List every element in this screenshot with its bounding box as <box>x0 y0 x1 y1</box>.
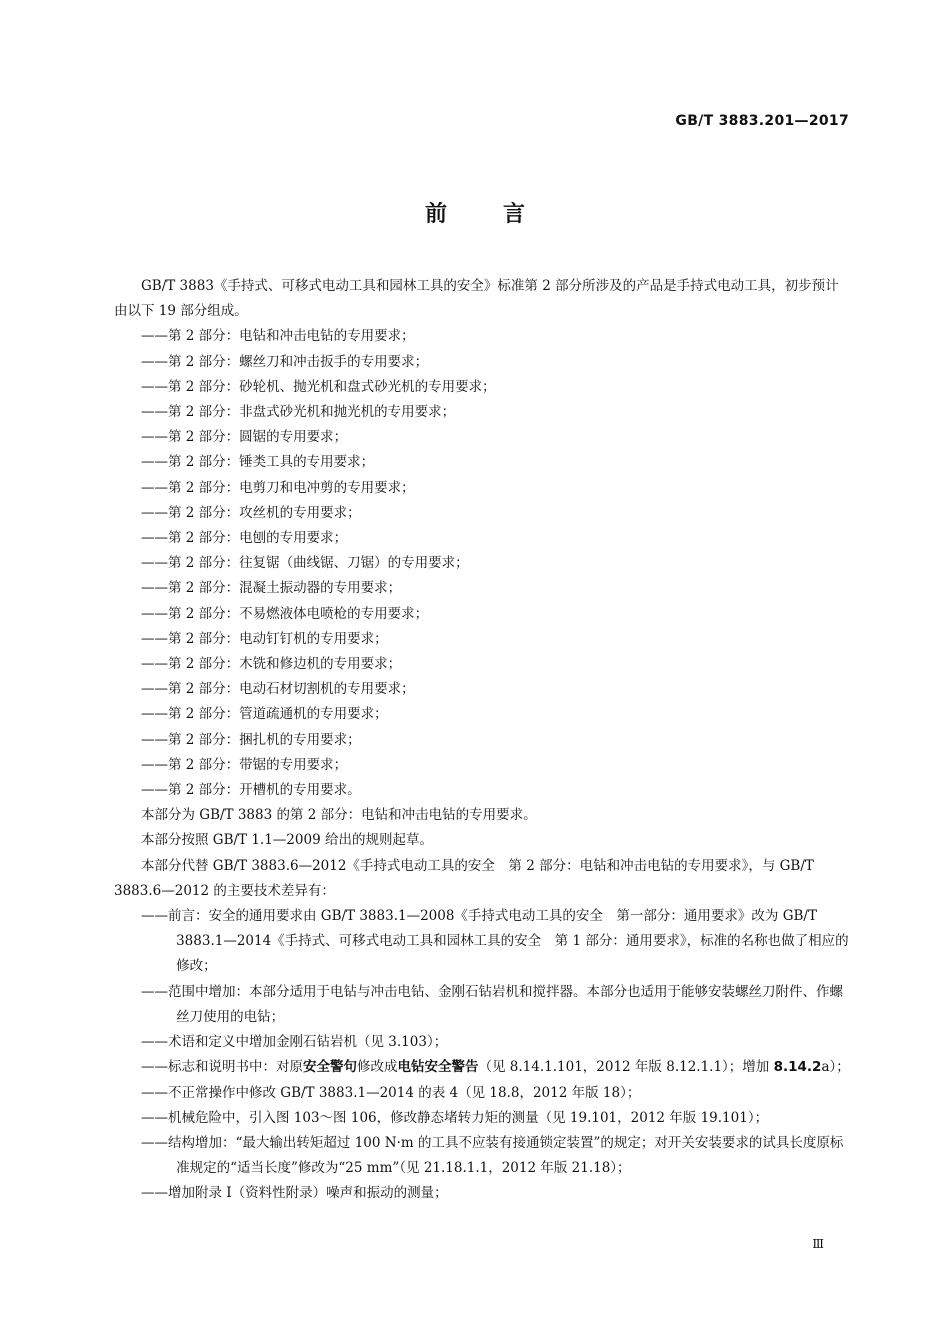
change-item: ——结构增加：“最大输出转矩超过 100 N·m 的工具不应装有接通锁定装置”的规定；对开关安装要求的试具长度原标准规定的“适当长度”修改为“25 mm”（见 21.18.1.1，2012 年版 21.18）； <box>141 1134 844 1177</box>
list-item: ——第 2 部分：锤类工具的专用要求； <box>141 454 375 471</box>
list-item: ——第 2 部分：砂轮机、抛光机和盘式砂光机的专用要求； <box>141 378 496 395</box>
change-item: ——不正常操作中修改 GB/T 3883.1—2014 的表 4（见 18.8，2012 年版 18）； <box>141 1084 641 1101</box>
list-item: ——第 2 部分：开槽机的专用要求。 <box>141 782 361 799</box>
list-item: ——第 2 部分：非盘式砂光机和抛光机的专用要求； <box>141 404 456 421</box>
parts-list <box>114 324 850 803</box>
change-item: ——前言：安全的通用要求由 GB/T 3883.1—2008《手持式电动工具的安全 第一部分：通用要求》改为 GB/T 3883.1—2014《手持式、可移式电动工具和园林工具的安全 第 1 部分：通用要求》，标准的名称也做了相应的修改； <box>141 908 849 975</box>
page-title: 前言 <box>424 202 581 227</box>
list-item: ——第 2 部分：往复锯（曲线锯、刀锯）的专用要求； <box>141 555 469 572</box>
change-text: ——标志和说明书中：对原 <box>141 1059 303 1076</box>
list-item: ——第 2 部分：带锯的专用要求； <box>141 756 348 773</box>
change-item: ——机械危险中，引入图 103～图 106，修改静态堵转力矩的测量（见 19.101，2012 年版 19.101）； <box>141 1109 769 1126</box>
list-item: ——第 2 部分：电刨的专用要求； <box>141 530 348 547</box>
list-item: ——第 2 部分：电动钉钉机的专用要求； <box>141 630 388 647</box>
page-number: Ⅲ <box>812 1237 824 1251</box>
standard-number: GB/T 3883.201—2017 <box>675 113 849 129</box>
list-item: ——第 2 部分：管道疏通机的专用要求； <box>141 706 388 723</box>
list-item: ——第 2 部分：电钻和冲击电钻的专用要求； <box>141 328 415 345</box>
change-text: （见 8.14.1.101，2012 年版 8.12.1.1）；增加 <box>478 1059 774 1076</box>
list-item: ——第 2 部分：电剪刀和电冲剪的专用要求； <box>141 479 415 496</box>
list-item: ——第 2 部分：攻丝机的专用要求； <box>141 504 361 521</box>
keyword-safety-sentence: 安全警句 <box>303 1059 357 1076</box>
change-item: ——增加附录 I（资料性附录）噪声和振动的测量； <box>141 1185 448 1202</box>
list-item: ——第 2 部分：圆锯的专用要求； <box>141 429 348 446</box>
list-item: ——第 2 部分：木铣和修边机的专用要求； <box>141 656 402 673</box>
intro-paragraph: GB/T 3883《手持式、可移式电动工具和园林工具的安全》标准第 2 部分所涉及的产品是手持式电动工具，初步预计由以下 19 部分组成。 <box>114 278 839 320</box>
list-item: ——第 2 部分：螺丝刀和冲击扳手的专用要求； <box>141 353 429 370</box>
this-part-paragraph: 本部分为 GB/T 3883 的第 2 部分：电钻和冲击电钻的专用要求。 <box>141 807 537 824</box>
replaces-paragraph: 本部分代替 GB/T 3883.6—2012《手持式电动工具的安全 第 2 部分：电钻和冲击电钻的专用要求》，与 GB/T 3883.6—2012 的主要技术差异有： <box>114 857 814 899</box>
list-item: ——第 2 部分：电动石材切割机的专用要求； <box>141 681 415 698</box>
document-body <box>114 274 850 1207</box>
change-item <box>114 1055 850 1080</box>
list-item: ——第 2 部分：不易燃液体电喷枪的专用要求； <box>141 605 429 622</box>
list-item: ——第 2 部分：混凝土振动器的专用要求； <box>141 580 402 597</box>
keyword-clause-ref: 8.14.2 <box>773 1059 822 1076</box>
change-text: a）； <box>821 1059 850 1076</box>
keyword-drill-safety-warning: 电钻安全警告 <box>397 1059 479 1076</box>
change-item: ——术语和定义中增加金刚石钻岩机（见 3.103）； <box>141 1034 448 1051</box>
change-text: 修改成 <box>357 1059 398 1076</box>
drafting-rules-paragraph: 本部分按照 GB/T 1.1—2009 给出的规则起草。 <box>141 832 433 849</box>
change-item: ——范围中增加：本部分适用于电钻与冲击电钻、金刚石钻岩机和搅拌器。本部分也适用于能够安装螺丝刀附件、作螺丝刀使用的电钻； <box>141 983 843 1025</box>
list-item: ——第 2 部分：捆扎机的专用要求； <box>141 731 361 748</box>
changes-list <box>114 904 850 1206</box>
